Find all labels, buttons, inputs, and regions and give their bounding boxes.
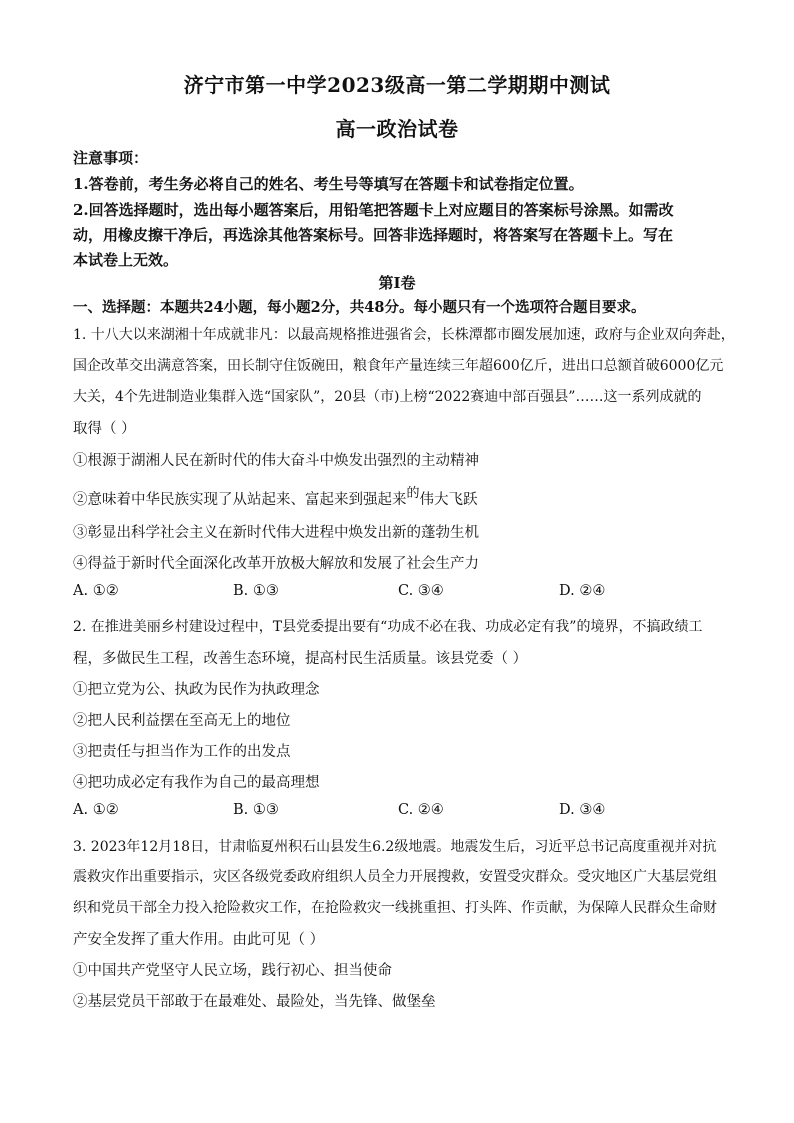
question-2-stem: 2. 在推进美丽乡村建设过程中，T县党委提出要有“功成不必在我、功成必定有我”的境界，不搞政绩工 (73, 619, 703, 635)
option-c: C. ③④ (398, 583, 444, 599)
option-d: D. ③④ (559, 802, 606, 818)
question-1-options (73, 583, 713, 605)
question-2-options (73, 802, 713, 824)
statement-text-tail: 伟大飞跃 (419, 492, 478, 508)
section-heading: 一、选择题：本题共24小题，每小题2分，共48分。每小题只有一个选项符合题目要求。 (73, 299, 646, 316)
statement-superscript: 的 (406, 486, 420, 501)
option-a: A. ①② (73, 802, 119, 818)
question-1-stem: 大关，4个先进制造业集群入选“国家队”，20县（市)上榜“2022赛迪中部百强县”……这一系列成就的 (73, 389, 702, 405)
question-2-statement: ②把人民利益摆在至高无上的地位 (73, 713, 291, 729)
question-1-stem: 1. 十八大以来湖湘十年成就非凡：以最高规格推进强省会，长株潭都市圈发展加速，政府与企业双向奔赴， (73, 327, 735, 343)
question-2-stem: 程，多做民生工程，改善生态环境，提高村民生活质量。该县党委（ ） (73, 651, 528, 667)
question-3-stem: 3. 2023年12月18日，甘肃临夏州积石山县发生6.2级地震。地震发生后，习近平总书记高度重视并对抗 (73, 839, 717, 855)
volume-heading: 第Ⅰ卷 (378, 274, 416, 292)
notice-line: 1.答卷前，考生务必将自己的姓名、考生号等填写在答题卡和试卷指定位置。 (73, 175, 584, 193)
option-b: B. ①③ (233, 802, 279, 818)
option-d: D. ②④ (559, 583, 606, 599)
question-3-stem: 产安全发挥了重大作用。由此可见（ ） (73, 932, 325, 948)
question-1-statement: ④得益于新时代全面深化改革开放极大解放和发展了社会生产力 (73, 556, 479, 572)
question-1-stem: 取得（ ） (73, 421, 136, 437)
question-2-statement: ①把立党为公、执政为民作为执政理念 (73, 682, 320, 698)
question-3-statement: ②基层党员干部敢于在最难处、最险处，当先锋、做堡垒 (73, 994, 436, 1010)
notice-line: 本试卷上无效。 (73, 251, 179, 269)
notice-line: 动，用橡皮擦干净后，再选涂其他答案标号。回答非选择题时，将答案写在答题卡上。写在 (73, 226, 674, 244)
question-1-stem: 国企改革交出满意答案，田长制守住饭碗田，粮食年产量连续三年超600亿斤，进出口总额首破6000亿元 (73, 358, 724, 374)
option-b: B. ①③ (233, 583, 279, 599)
notice-line: 2.回答选择题时，选出每小题答案后，用铅笔把答题卡上对应题目的答案标号涂黑。如需改 (73, 201, 674, 219)
question-1-statement: ①根源于湖湘人民在新时代的伟大奋斗中焕发出强烈的主动精神 (73, 453, 479, 469)
question-3-stem: 震救灾作出重要指示，灾区各级党委政府组织人员全力开展搜救，安置受灾群众。受灾地区广大基层党组 (73, 869, 717, 885)
option-c: C. ②④ (398, 802, 444, 818)
question-2-statement: ④把功成必定有我作为自己的最高理想 (73, 775, 320, 791)
question-3-statement: ①中国共产党坚守人民立场，践行初心、担当使命 (73, 963, 392, 979)
question-3-stem: 织和党员干部全力投入抢险救灾工作，在抢险救灾一线挑重担、打头阵、作贡献，为保障人民群众生命财 (73, 900, 717, 916)
exam-title: 济宁市第一中学2023级高一第二学期期中测试 (183, 73, 611, 97)
question-1-statement (73, 488, 478, 509)
notice-heading: 注意事项： (73, 149, 149, 167)
question-2-statement: ③把责任与担当作为工作的出发点 (73, 744, 291, 760)
question-1-statement: ③彰显出科学社会主义在新时代伟大进程中焕发出新的蓬勃生机 (73, 525, 479, 541)
exam-subtitle: 高一政治试卷 (335, 117, 459, 141)
option-a: A. ①② (73, 583, 119, 599)
statement-text: ②意味着中华民族实现了从站起来、富起来到强起来 (73, 492, 407, 508)
